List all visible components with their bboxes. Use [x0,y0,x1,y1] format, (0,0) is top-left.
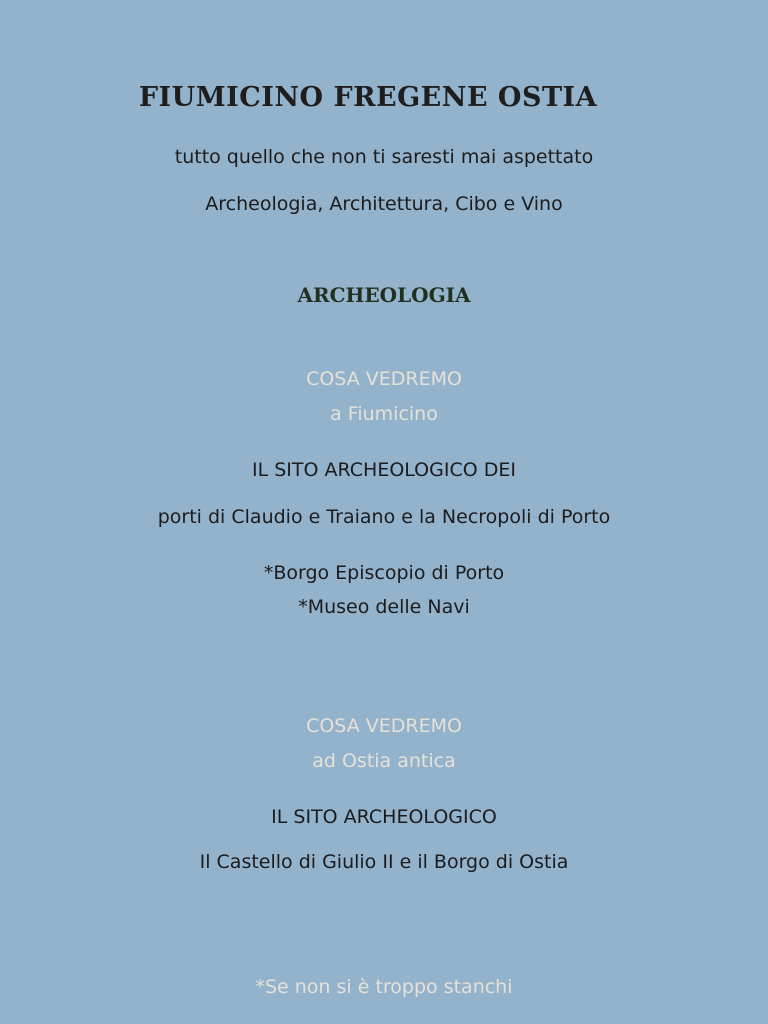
fiumicino-extra-1: *Borgo Episcopio di Porto [263,562,505,584]
fiumicino-place: a Fiumicino [330,403,438,425]
ostia-site-detail: Il Castello di Giulio II e il Borgo di Ostia [199,851,569,873]
fiumicino-site: IL SITO ARCHEOLOGICO DEI [252,459,516,481]
footnote: *Se non si è troppo stanchi [255,976,513,998]
topics-line: Archeologia, Architettura, Cibo e Vino [205,193,563,215]
page-title: FIUMICINO FREGENE OSTIA [138,82,598,113]
fiumicino-label: COSA VEDREMO [306,368,462,390]
ostia-place: ad Ostia antica [312,750,456,772]
ostia-site: IL SITO ARCHEOLOGICO [271,806,497,828]
ostia-label: COSA VEDREMO [306,715,462,737]
fiumicino-site-detail: porti di Claudio e Traiano e la Necropoli di Porto [157,506,611,528]
subtitle: tutto quello che non ti saresti mai aspettato [174,146,594,168]
section-heading: ARCHEOLOGIA [297,283,471,307]
fiumicino-extra-2: *Museo delle Navi [298,596,470,618]
